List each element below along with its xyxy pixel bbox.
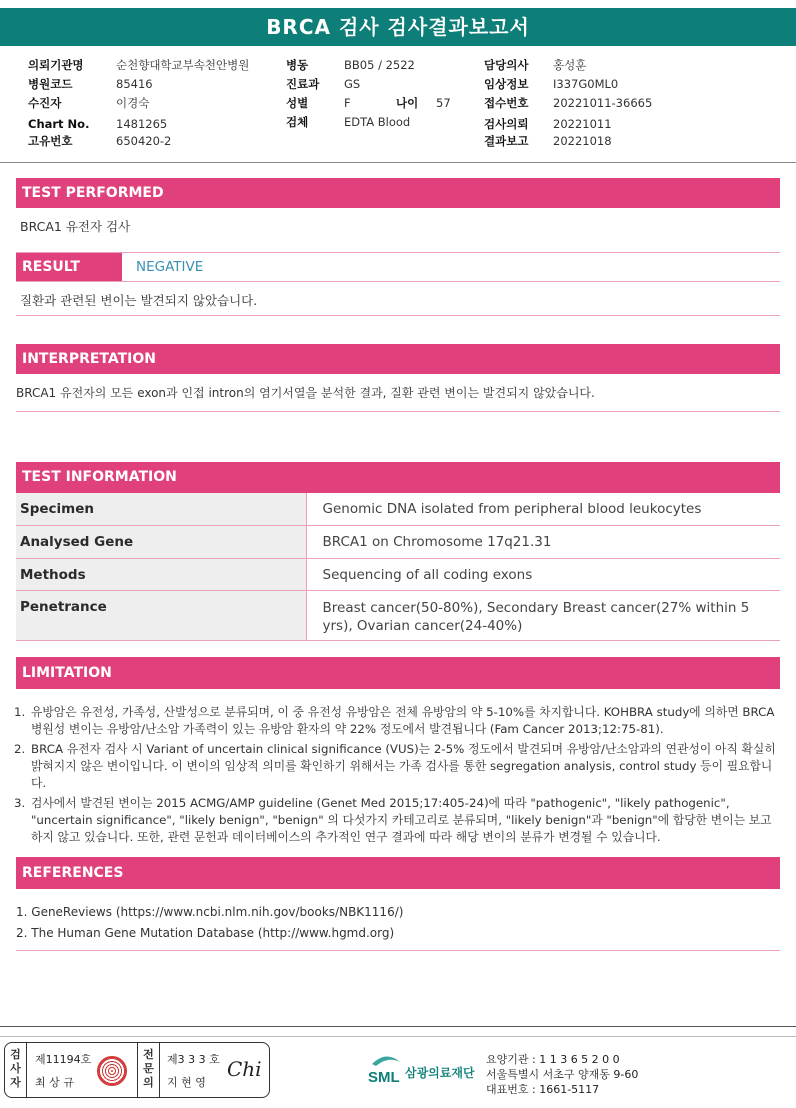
result-value: NEGATIVE: [136, 259, 204, 275]
logo-text: SML: [368, 1069, 400, 1086]
hospital-code-value: 85416: [116, 77, 153, 91]
references-divider: [16, 950, 780, 951]
test-performed-heading: TEST PERFORMED: [16, 178, 780, 208]
specimen-type-label: 검체: [286, 115, 309, 129]
clinical-info-value: I337G0ML0: [553, 77, 619, 91]
list-item-text: 검사에서 발견된 변이는 2015 ACMG/AMP guideline (Genet Med 2015;17:405-24)에 따라 "pathogenic", "likely pathogenic", "uncertain significance", "likely benign", "benign" 의 다섯가지 카테고리로 분류되며, "likely benign"과 "benign"에 합당한 변이는 보고하지 않고 있습니다. 또한, 관련 문헌과 데이터베이스의 추가적인 연구 결과에 따라 해당 변이의 분류가 변경될 수 있습니다.: [31, 796, 772, 844]
reference-item-1: 1. GeneReviews (https://www.ncbi.nlm.nih.gov/books/NBK1116/): [16, 905, 404, 919]
patient-label: 수진자: [28, 96, 62, 110]
table-row: [16, 558, 780, 590]
ward-value: BB05 / 2522: [344, 58, 415, 72]
specialist-license: 제3 3 3 호: [167, 1053, 220, 1066]
specimen-key: Specimen: [16, 493, 306, 525]
examiner-label-char: 자: [10, 1076, 21, 1089]
department-label: 진료과: [286, 77, 320, 91]
list-item-number: 1.: [14, 705, 26, 719]
analysed-gene-value: BRCA1 on Chromosome 17q21.31: [306, 525, 780, 558]
list-item-text: 유방암은 유전성, 가족성, 산발성으로 분류되며, 이 중 유전성 유방암은 전체 유방암의 약 5-10%를 차지합니다. KOHBRA study에 의하면 BRCA 병원성 변이는 유방암/난소암 가족력이 있는 유방암 환자의 약 22% 정도에서 발견됩니다 (Fam Cancer 2013;12:75-81).: [31, 705, 775, 736]
specialist-label-char: 전: [143, 1048, 154, 1061]
penetrance-value: Breast cancer(50-80%), Secondary Breast cancer(27% within 5 yrs), Ovarian cancer(24-40%): [306, 590, 780, 640]
org-phone: 대표번호 : 1661-5117: [486, 1083, 600, 1096]
result-description: 질환과 관련된 변이는 발견되지 않았습니다.: [20, 293, 258, 308]
references-heading: REFERENCES: [16, 857, 780, 889]
seal-stamp-icon: [97, 1056, 127, 1086]
unique-id-value: 650420-2: [116, 134, 172, 148]
interpretation-divider: [16, 411, 780, 412]
sex-label: 성별: [286, 96, 309, 110]
interpretation-text: BRCA1 유전자의 모든 exon과 인접 intron의 염기서열을 분석한 결과, 질환 관련 변이는 발견되지 않았습니다.: [16, 386, 595, 400]
test-performed-value: BRCA1 유전자 검사: [20, 219, 131, 234]
list-item-number: 3.: [14, 796, 26, 810]
result-row: [16, 252, 780, 282]
examiner-license: 제11194호: [35, 1053, 92, 1066]
list-item: [14, 741, 782, 792]
report-date-value: 20221018: [553, 134, 612, 148]
list-item-number: 2.: [14, 742, 26, 756]
chart-no-label: Chart No.: [28, 117, 90, 131]
hospital-name-value: 순천향대학교부속천안병원: [116, 58, 250, 72]
list-item: [14, 795, 782, 846]
analysed-gene-key: Analysed Gene: [16, 525, 306, 558]
org-address: 서울특별시 서초구 양재동 9-60: [486, 1068, 639, 1081]
specimen-value: Genomic DNA isolated from peripheral blood leukocytes: [306, 493, 780, 525]
specimen-type-value: EDTA Blood: [344, 115, 411, 129]
examiner-label-char: 검: [10, 1048, 21, 1061]
interpretation-heading: INTERPRETATION: [16, 344, 780, 374]
patient-value: 이경숙: [116, 96, 150, 110]
table-row: [16, 493, 780, 525]
result-label: RESULT: [16, 253, 122, 281]
ward-label: 병동: [286, 58, 309, 72]
specialist-label-char: 문: [143, 1062, 154, 1075]
clinical-info-label: 임상정보: [484, 77, 529, 91]
request-date-label: 검사의뢰: [484, 117, 529, 131]
doctor-label: 담당의사: [484, 58, 529, 72]
hospital-name-label: 의뢰기관명: [28, 58, 84, 72]
table-row: [16, 590, 780, 640]
methods-value: Sequencing of all coding exons: [306, 558, 780, 590]
test-information-table: [16, 493, 780, 641]
result-divider: [16, 315, 780, 316]
report-title: BRCA 검사 검사결과보고서: [0, 8, 796, 46]
penetrance-key: Penetrance: [16, 590, 306, 640]
hospital-code-label: 병원코드: [28, 77, 73, 91]
handwritten-signature: Chi: [227, 1057, 262, 1081]
org-code: 요양기관 : 1 1 3 6 5 2 0 0: [486, 1053, 620, 1066]
sml-logo-icon: [366, 1050, 406, 1090]
report-date-label: 결과보고: [484, 134, 529, 148]
department-value: GS: [344, 77, 361, 91]
examiner-name: 최 상 규: [35, 1076, 74, 1089]
reference-item-2: 2. The Human Gene Mutation Database (http://www.hgmd.org): [16, 926, 395, 940]
receipt-no-value: 20221011-36665: [553, 96, 653, 110]
footer-divider-light: [0, 1036, 796, 1037]
list-item-text: BRCA 유전자 검사 시 Variant of uncertain clinical significance (VUS)는 2-5% 정도에서 발견되며 유방암/난소암과의 연관성이 아직 확실히 밝혀지지 않은 변이입니다. 이 변이의 임상적 의미를 확인하기 위해서는 가족 검사를 통한 segregation analysis, control study 등이 필요합니다.: [31, 742, 776, 790]
age-label: 나이: [396, 96, 419, 110]
chart-no-value: 1481265: [116, 117, 168, 131]
specialist-vertical-label: [138, 1043, 160, 1097]
methods-key: Methods: [16, 558, 306, 590]
limitation-heading: LIMITATION: [16, 657, 780, 689]
footer-divider: [0, 1026, 796, 1027]
examiner-label-char: 사: [10, 1062, 21, 1075]
test-information-heading: TEST INFORMATION: [16, 462, 780, 493]
unique-id-label: 고유번호: [28, 134, 73, 148]
examiner-vertical-label: [5, 1043, 27, 1097]
specialist-name: 지 현 영: [167, 1076, 206, 1089]
specialist-label-char: 의: [143, 1076, 154, 1089]
request-date-value: 20221011: [553, 117, 612, 131]
age-value: 57: [436, 96, 451, 110]
signature-box: [4, 1042, 270, 1098]
doctor-value: 홍성훈: [553, 58, 587, 72]
org-name: 삼광의료재단: [405, 1066, 475, 1080]
receipt-no-label: 접수번호: [484, 96, 529, 110]
table-row: [16, 525, 780, 558]
header-divider: [0, 162, 796, 163]
list-item: [14, 704, 782, 738]
sex-value: F: [344, 96, 351, 110]
limitation-list: [14, 704, 782, 849]
